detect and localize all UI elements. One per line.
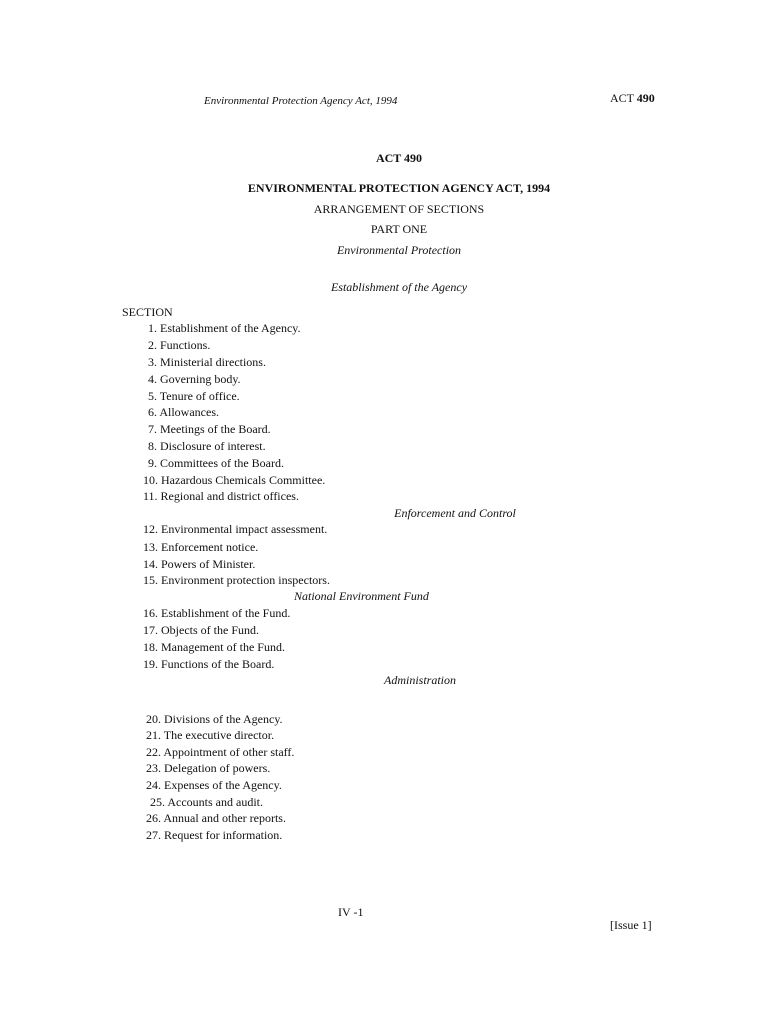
section-item: 8. Disclosure of interest. [148, 439, 266, 453]
section-item: 19. Functions of the Board. [143, 657, 275, 671]
section-label: SECTION [122, 305, 173, 319]
act-heading: ACT 490 [375, 151, 423, 165]
act-number: 490 [636, 91, 655, 105]
section-item: 18. Management of the Fund. [143, 640, 285, 654]
section-item: 12. Environmental impact assessment. [143, 522, 328, 536]
running-header-act [610, 91, 655, 106]
section-item: 2. Functions. [148, 338, 211, 352]
part-subtitle: Environmental Protection [336, 243, 462, 257]
part-heading: PART ONE [370, 222, 428, 236]
section-item: 16. Establishment of the Fund. [143, 606, 291, 620]
issue-label: [Issue 1] [610, 918, 652, 932]
section-item: 20. Divisions of the Agency. [146, 712, 283, 726]
section-item: 10. Hazardous Chemicals Committee. [143, 473, 326, 487]
section-item: 22. Appointment of other staff. [146, 745, 295, 759]
act-title: ENVIRONMENTAL PROTECTION AGENCY ACT, 1994 [247, 181, 551, 195]
section-item: 26. Annual and other reports. [146, 811, 286, 825]
section-item: 24. Expenses of the Agency. [146, 778, 282, 792]
section-item: 17. Objects of the Fund. [143, 623, 259, 637]
group-heading-enforcement: Enforcement and Control [394, 506, 516, 520]
act-prefix: ACT [610, 91, 637, 105]
section-item: 3. Ministerial directions. [148, 355, 266, 369]
section-item: 5. Tenure of office. [148, 389, 240, 403]
section-item: 14. Powers of Minister. [143, 557, 256, 571]
page-number: IV -1 [338, 905, 364, 919]
group-heading-administration: Administration [384, 673, 457, 687]
section-item: 21. The executive director. [146, 728, 275, 742]
section-item: 25. Accounts and audit. [150, 795, 263, 809]
running-header-title: Environmental Protection Agency Act, 1994 [204, 95, 398, 107]
section-item: 9. Committees of the Board. [148, 456, 284, 470]
section-item: 1. Establishment of the Agency. [148, 321, 301, 335]
section-item: 7. Meetings of the Board. [148, 422, 271, 436]
section-item: 23. Delegation of powers. [146, 761, 271, 775]
section-item: 6. Allowances. [148, 405, 219, 419]
group-heading-fund: National Environment Fund [294, 589, 429, 603]
section-item: 4. Governing body. [148, 372, 241, 386]
arrangement-heading: ARRANGEMENT OF SECTIONS [313, 202, 485, 216]
group-heading-establishment: Establishment of the Agency [330, 280, 468, 294]
section-item: 15. Environment protection inspectors. [143, 573, 330, 587]
section-item: 27. Request for information. [146, 828, 283, 842]
section-item: 11. Regional and district offices. [143, 489, 299, 503]
section-item: 13. Enforcement notice. [143, 540, 259, 554]
